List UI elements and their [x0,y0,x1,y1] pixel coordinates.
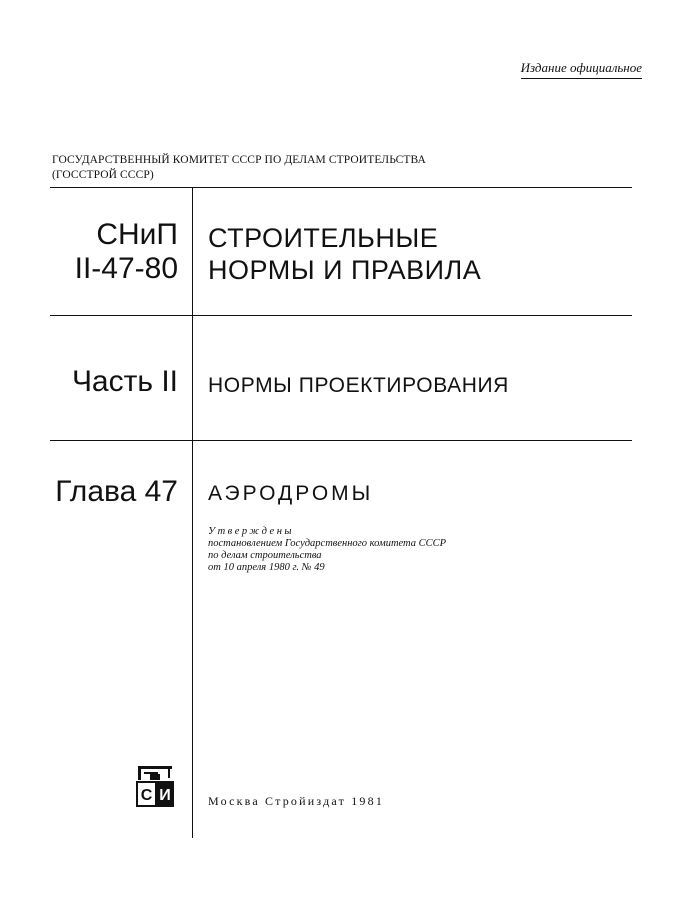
committee-header [52,153,572,183]
code-number: II-47-80 [74,252,178,285]
edition-note: Издание официальное [521,60,642,79]
part-name: НОРМЫ ПРОЕКТИРОВАНИЯ [208,374,509,397]
approval-note [208,526,446,574]
svg-text:С: С [140,787,153,804]
column-divider [192,188,193,838]
chapter-label: Глава 47 [55,475,178,508]
publisher-imprint: Москва Стройиздат 1981 [208,794,385,808]
approval-line-2: постановлением Государственного комитета СССР [208,538,447,549]
title-line-1: СТРОИТЕЛЬНЫЕ [208,223,439,253]
chapter-name: АЭРОДРОМЫ [208,482,374,505]
approval-line-3: по делам строительства [208,550,322,561]
title-line-2: НОРМЫ И ПРАВИЛА [208,255,482,285]
svg-text:И: И [159,787,171,804]
document-title [208,222,481,286]
part-label: Часть II [71,365,178,398]
approval-line-4: от 10 апреля 1980 г. № 49 [208,562,325,573]
approval-line-1: Утверждены [208,526,295,537]
code-label: СНиП [96,218,178,251]
committee-name: ГОСУДАРСТВЕННЫЙ КОМИТЕТ СССР ПО ДЕЛАМ СТРОИТЕЛЬСТВА [52,154,426,166]
divider-lower [50,440,632,441]
committee-abbreviation: (ГОССТРОЙ СССР) [52,169,154,181]
divider-top [50,187,632,188]
code-block [30,218,178,286]
stroyizdat-logo-icon [132,764,178,810]
divider-middle [50,315,632,316]
